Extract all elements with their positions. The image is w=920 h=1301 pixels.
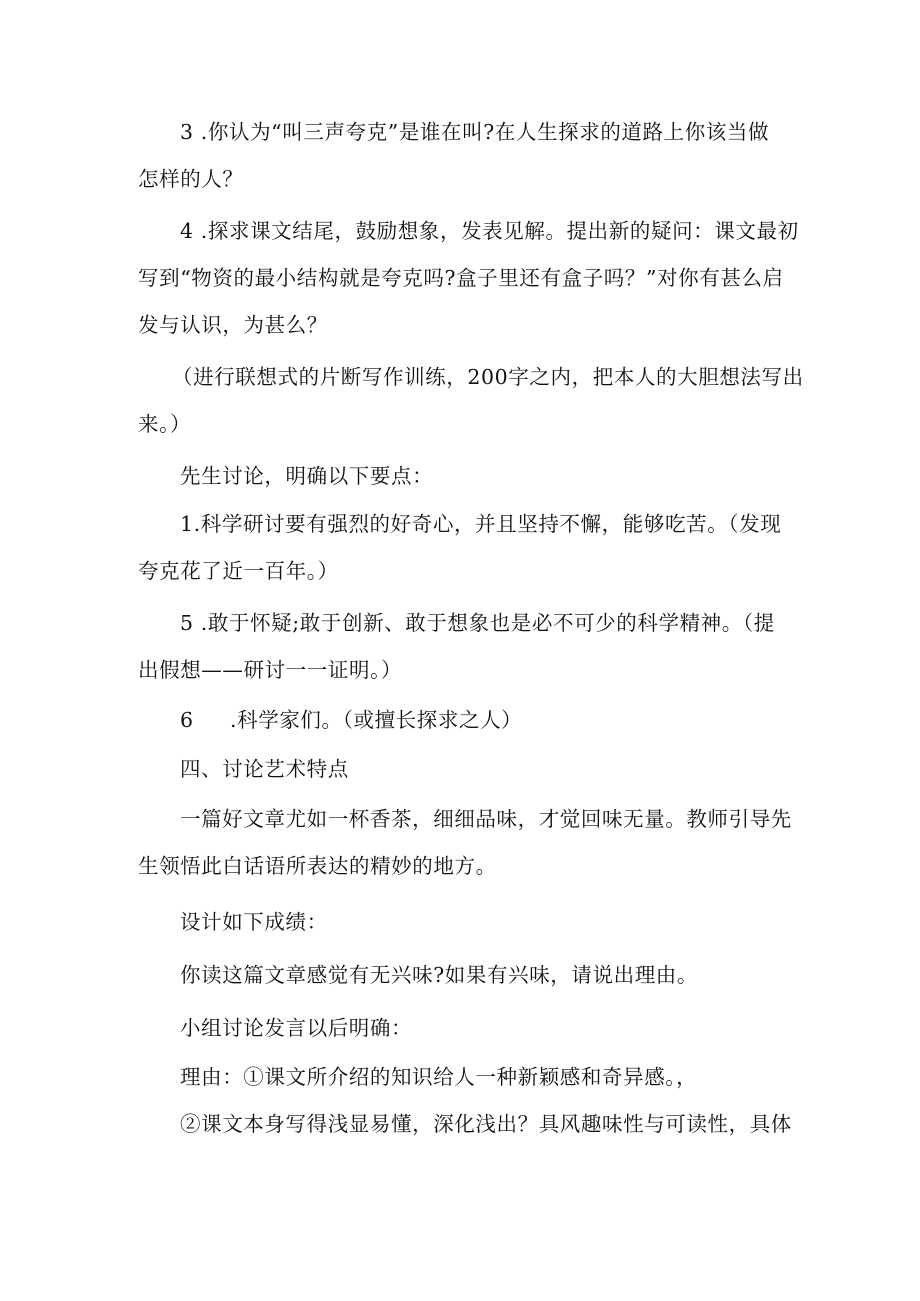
paragraph-line: 你读这篇文章感觉有无兴味?如果有兴味，请说出理由。 — [180, 963, 698, 987]
paragraph-line: 怎样的人？ — [138, 167, 244, 191]
paragraph-line: 小组讨论发言以后明确： — [180, 1016, 413, 1040]
paragraph-line: ②课文本身写得浅显易懂，深化浅出？具风趣味性与可读性，具体 — [180, 1112, 792, 1136]
paragraph-line: 先生讨论，明确以下要点： — [180, 464, 434, 488]
paragraph-line: 3 .你认为“叫三声夸克”是谁在叫?在人生探求的道路上你该当做 — [180, 120, 770, 144]
paragraph-line: .科学家们。（或擅长探求之人） — [230, 708, 523, 732]
paragraph-line: （进行联想式的片断写作训练，200字之内，把本人的大胆想法写出 — [172, 365, 804, 389]
paragraph-line: 夸克花了近一百年。） — [138, 559, 339, 583]
paragraph-line: 5 .敢于怀疑;敢于创新、敢于想象也是必不可少的科学精神。（提 — [180, 611, 775, 635]
paragraph-line: 写到“物资的最小结构就是夸克吗?盒子里还有盒子吗？”对你有甚么启 — [138, 266, 784, 290]
paragraph-line: 出假想——研讨一一证明。） — [138, 658, 403, 682]
paragraph-line: 设计如下成绩： — [180, 910, 328, 934]
section-heading: 四、讨论艺术特点 — [180, 757, 349, 781]
paragraph-line: 一篇好文章尤如一杯香茶，细细品味，才觉回味无量。教师引导先 — [180, 807, 792, 831]
paragraph-line: 发与认识，为甚么？ — [138, 313, 328, 337]
paragraph-line: 4 .探求课文结尾，鼓励想象，发表见解。提出新的疑问：课文最初 — [180, 219, 799, 243]
paragraph-number: 6 — [180, 708, 194, 732]
paragraph-line: 来。） — [138, 412, 192, 436]
paragraph-line: 理由：①课文所介绍的知识给人一种新颖感和奇异感。， — [180, 1065, 698, 1089]
paragraph-line: 1.科学研讨要有强烈的好奇心，并且坚持不懈，能够吃苦。（发现 — [180, 512, 782, 536]
paragraph-line: 生领悟此白话语所表达的精妙的地方。 — [138, 854, 497, 878]
